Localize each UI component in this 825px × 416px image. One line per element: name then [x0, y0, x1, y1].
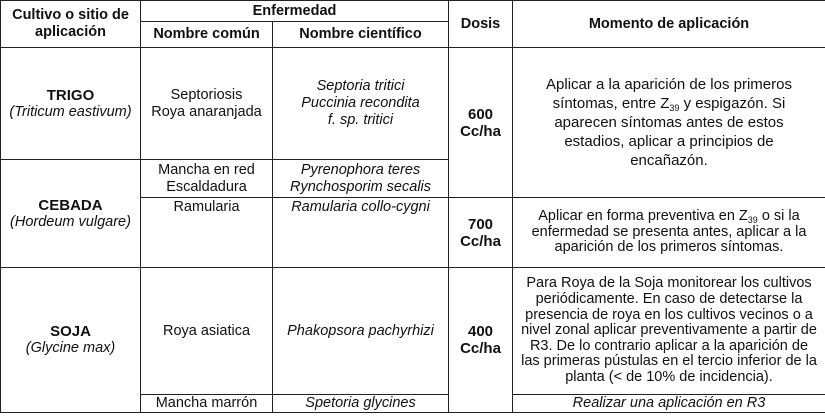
dose-600: 600 Cc/ha	[449, 48, 513, 198]
timing-soja: Para Roya de la Soja monitorear los cultivos periódicamente. En caso de detectarse la presencia de roya en los cultivos vecinos o a nivel zonal aplicar preventivamente a partir de R3. De lo contrario aplicar a la aparición de las primeras pústulas en el tercio inferior de la planta (< de 10% de incidencia).	[513, 268, 825, 395]
crop-cebada: CEBADA (Hordeum vulgare)	[1, 160, 141, 268]
common-soja: Roya asiatica	[141, 268, 273, 395]
crop-soja: SOJA (Glycine max)	[1, 268, 141, 413]
timing-ramularia: Aplicar en forma preventiva en $Z_{39}$ o si la enfermedad se presenta antes, aplicar a la aparición de los primeros síntomas.	[513, 198, 825, 268]
header-enfermedad: Enfermedad	[141, 1, 449, 22]
header-nombre-cientifico: Nombre científico	[273, 22, 449, 48]
scientific-ramularia: Ramularia collo-cygni	[273, 198, 449, 268]
scientific-cebada: Pyrenophora teres Rynchosporim secalis	[273, 160, 449, 198]
dose-400: 400 Cc/ha	[449, 268, 513, 413]
common-mancha-marron: Mancha marrón	[141, 395, 273, 413]
timing-mancha-marron: Realizar una aplicación en R3	[513, 395, 825, 413]
header-momento: Momento de aplicación	[513, 1, 825, 48]
timing-trigo-cebada: Aplicar a la aparición de los primeros síntomas, entre $Z_{39}$ y espigazón. Si aparecen síntomas antes de estos estadios, aplicar a principios de encañazón.	[513, 48, 825, 198]
header-dosis: Dosis	[449, 1, 513, 48]
scientific-trigo: Septoria tritici Puccinia recondita f. sp. tritici	[273, 48, 449, 160]
scientific-soja: Phakopsora pachyrhizi	[273, 268, 449, 395]
scientific-mancha-marron: Spetoria glycines	[273, 395, 449, 413]
header-nombre-comun: Nombre común	[141, 22, 273, 48]
crop-trigo: TRIGO (Triticum eastivum)	[1, 48, 141, 160]
common-trigo: Septoriosis Roya anaranjada	[141, 48, 273, 160]
common-cebada: Mancha en red Escaldadura	[141, 160, 273, 198]
header-cultivo: Cultivo o sitio de aplicación	[1, 1, 141, 48]
dose-700: 700 Cc/ha	[449, 198, 513, 268]
common-ramularia: Ramularia	[141, 198, 273, 268]
